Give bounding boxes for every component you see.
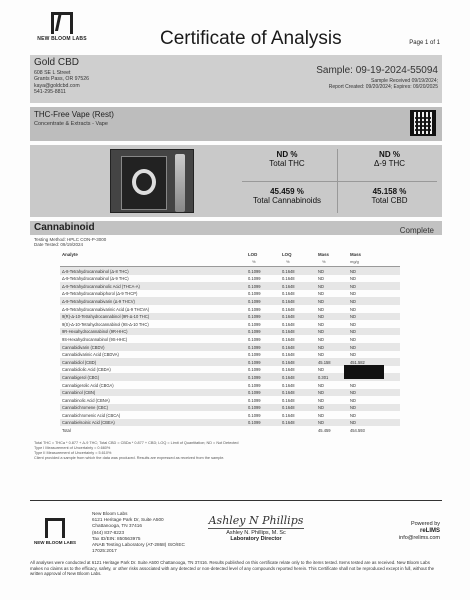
lod-value: 0.1099	[248, 412, 261, 418]
analyte-name: Cannabidiolic Acid (CBDA)	[62, 367, 111, 373]
analyte-name: Cannabidivarin (CBDV)	[62, 344, 105, 350]
footnote-uncertainty-2: Type II Measurement of Uncertainty = 5.610%	[34, 451, 112, 455]
footnote-definitions: Total THC = THCa * 0.877 + Δ-9 THC; Total CBD = CBDa * 0.877 + CBD; LOQ = Limit of Quantitation; ND = Not Detected	[34, 441, 239, 445]
loq-value: 0.1648	[282, 344, 295, 350]
mass-mg-value: ND	[350, 314, 356, 320]
sample-id: Sample: 09-19-2024-55094	[316, 65, 438, 76]
mass-pct-value: ND	[318, 344, 324, 350]
lod-value: 0.1099	[248, 306, 261, 312]
mass-pct-value: ND	[318, 329, 324, 335]
footer-divider	[30, 500, 442, 501]
col-lod-unit: %	[252, 259, 256, 264]
client-contact	[34, 70, 89, 96]
table-row	[60, 343, 400, 351]
lab-phone: (844) 837-8223	[92, 529, 125, 535]
loq-value: 0.1648	[282, 397, 295, 403]
client-address-2: Grants Pass, OR 97526	[34, 76, 90, 83]
mass-pct-value: ND	[318, 283, 324, 289]
mass-pct-value: ND	[318, 336, 324, 342]
redaction-mark	[344, 365, 384, 379]
analyte-name: 9S-Hexahydrocannabinol (9S-HHC)	[62, 336, 128, 342]
lab-logo-icon	[51, 12, 73, 34]
loq-value: 0.1648	[282, 374, 295, 380]
loq-value: 0.1648	[282, 367, 295, 373]
lod-value: 0.1099	[248, 359, 261, 365]
table-row	[60, 313, 400, 321]
table-row	[60, 389, 400, 397]
analyte-name: Δ-8-Tetrahydrocannabinol (Δ-8 THC)	[62, 268, 129, 274]
lod-value: 0.1099	[248, 314, 261, 320]
mass-mg-value: ND	[350, 420, 356, 426]
mass-mg-value: ND	[350, 268, 356, 274]
lod-value: 0.1099	[248, 344, 261, 350]
mass-pct-value: ND	[318, 306, 324, 312]
loq-value: 0.1648	[282, 329, 295, 335]
client-info-band	[30, 55, 442, 103]
d9-thc-cell	[342, 150, 437, 168]
table-row	[60, 381, 400, 389]
product-band	[30, 107, 442, 141]
total-cbd-value: 45.158 %	[372, 187, 407, 196]
total-thc-value: ND %	[276, 150, 298, 159]
mass-mg-value: ND	[350, 390, 356, 396]
footnote-sample: Client provided a sample from which the data was produced. Results are expressed as received from the sample.	[34, 456, 225, 460]
lod-value: 0.1099	[248, 420, 261, 426]
lod-value: 0.1099	[248, 397, 261, 403]
mass-mg-value: ND	[350, 344, 356, 350]
loq-value: 0.1648	[282, 314, 295, 320]
mass-mg-value: ND	[350, 298, 356, 304]
product-photo	[110, 149, 194, 213]
loq-value: 0.1648	[282, 291, 295, 297]
table-row	[60, 267, 400, 275]
lod-value: 0.1099	[248, 352, 261, 358]
lod-value: 0.1099	[248, 291, 261, 297]
table-row	[60, 411, 400, 419]
cannabinoid-header	[30, 221, 442, 235]
mass-pct-value: ND	[318, 268, 324, 274]
signature: Ashley N Phillips	[208, 514, 304, 527]
mass-mg-value: ND	[350, 291, 356, 297]
table-footnotes	[34, 441, 434, 461]
loq-value: 0.1648	[282, 405, 295, 411]
lab-logo-text: NEW BLOOM LABS	[37, 36, 87, 42]
product-name: THC-Free Vape (Rest)	[34, 110, 114, 119]
vape-pen-image	[175, 154, 185, 212]
mass-pct-value: ND	[318, 298, 324, 304]
lod-value: 0.1099	[248, 329, 261, 335]
mass-pct-value: ND	[318, 405, 324, 411]
analyte-name: Δ-9-Tetrahydrocannabinol (Δ-9 THC)	[62, 276, 129, 282]
lod-value: 0.1099	[248, 374, 261, 380]
mass-mg-value: ND	[350, 412, 356, 418]
analyte-name: Cannabigerol (CBG)	[62, 374, 100, 380]
lod-value: 0.1099	[248, 276, 261, 282]
total-cannabinoids-value: 45.459 %	[270, 187, 304, 196]
lod-value: 0.1099	[248, 321, 261, 327]
mass-mg-value: ND	[350, 306, 356, 312]
mass-pct-value: 0.301	[318, 374, 329, 380]
lod-value: 0.1099	[248, 367, 261, 373]
powered-by-email[interactable]: info@relims.com	[398, 535, 440, 541]
lab-address	[92, 511, 185, 554]
loq-value: 0.1648	[282, 276, 295, 282]
product-type: Concentrate & Extracts - Vape	[34, 121, 108, 127]
mass-pct-value: ND	[318, 321, 324, 327]
signer-role: Laboratory Director	[230, 536, 282, 542]
loq-value: 0.1648	[282, 298, 295, 304]
lod-value: 0.1099	[248, 268, 261, 274]
lod-value: 0.1099	[248, 405, 261, 411]
mass-pct-value: ND	[318, 382, 324, 388]
analyte-name: Cannabidiol (CBD)	[62, 359, 97, 365]
mass-pct-value: ND	[318, 352, 324, 358]
table-row	[60, 335, 400, 343]
mass-pct-value: ND	[318, 276, 324, 282]
mass-pct-value: ND	[318, 420, 324, 426]
mass-mg-value: ND	[350, 321, 356, 327]
lod-value: 0.1099	[248, 336, 261, 342]
table-row	[60, 290, 400, 298]
cannabinoid-status: Complete	[399, 226, 434, 235]
col-mass: Mass	[318, 252, 329, 257]
lab-ein: Tax ID/EIN: 850563975	[92, 535, 141, 541]
table-row	[60, 404, 400, 412]
loq-value: 0.1648	[282, 420, 295, 426]
mass-mg-value: ND	[350, 382, 356, 388]
analyte-name: Δ-9-Tetrahydrocannabiphorol (Δ-9 THCP)	[62, 291, 138, 297]
powered-by	[399, 521, 440, 542]
mass-mg-value: 451.582	[350, 359, 365, 365]
testing-method: Testing Method: HPLC CON-P-3000	[34, 237, 107, 242]
analyte-name: 9(R)-Δ-10-Tetrahydrocannabinol (9R-Δ-10 THC)	[62, 314, 150, 320]
loq-value: 0.1648	[282, 390, 295, 396]
footer-logo	[30, 518, 80, 545]
col-loq: LOQ	[282, 252, 292, 257]
mass-mg-value: ND	[350, 405, 356, 411]
mass-mg-value: ND	[350, 336, 356, 342]
analyte-name: Cannabielsoinic Acid (CBEA)	[62, 420, 115, 426]
analyte-name: 9R-Hexahydrocannabinol (9R-HHC)	[62, 329, 128, 335]
mass-mg-value: ND	[350, 276, 356, 282]
total-cbd-cell	[342, 187, 437, 205]
signer-name: Ashley N. Phillips, M. Sc	[226, 530, 286, 536]
col-loq-unit: %	[286, 259, 290, 264]
col-lod: LOD	[248, 252, 258, 257]
loq-value: 0.1648	[282, 321, 295, 327]
footer-logo-text: NEW BLOOM LABS	[34, 540, 76, 545]
table-row	[60, 305, 400, 313]
page-number: Page 1 of 1	[409, 40, 440, 46]
table-row	[60, 351, 400, 359]
loq-value: 0.1648	[282, 412, 295, 418]
mass-pct-value: 45.158	[318, 359, 331, 365]
loq-value: 0.1648	[282, 359, 295, 365]
total-cbd-label: Total CBD	[371, 196, 408, 205]
analyte-name: Total	[62, 428, 71, 434]
client-name: Gold CBD	[34, 57, 80, 68]
mass-mg-value: ND	[350, 283, 356, 289]
d9-thc-label: Δ-9 THC	[373, 159, 406, 168]
qr-code-icon[interactable]	[410, 110, 436, 136]
client-email: kaya@goldcbd.com	[34, 82, 80, 89]
table-row	[60, 328, 400, 336]
d9-thc-value: ND %	[379, 150, 400, 159]
analyte-name: Δ-9-Tetrahydrocannabivarin (Δ-9 THCV)	[62, 298, 135, 304]
mass-mg-value: ND	[350, 329, 356, 335]
lod-value: 0.1099	[248, 382, 261, 388]
mass-mg-value: 454.593	[350, 428, 365, 434]
mass-pct-value: ND	[318, 397, 324, 403]
mass-pct-value: ND	[318, 390, 324, 396]
lab-accreditation: ANAB Testing Laboratory (AT-2868) ISO/IEC	[92, 542, 185, 548]
client-address-1: 608 SE L Street	[34, 70, 71, 76]
loq-value: 0.1648	[282, 382, 295, 388]
loq-value: 0.1648	[282, 283, 295, 289]
loq-value: 0.1648	[282, 268, 295, 274]
disclaimer: All analyses were conducted at 6121 Heritage Park Dr. Suite A500 Chattanooga, TN 37416. Results published on this certificate relate only to the items tested. Items tested are as received. New Bloom Labs makes no claims as to the efficacy, safety, or other risks associated with any detected or non-detected level of any compounds reported herein. This Certificate shall not be reproduced except in full, without the written approval of New Bloom Labs.	[30, 560, 435, 577]
lab-address-1: 6121 Heritage Park Dr, Suite A500	[92, 517, 164, 523]
footer-logo-icon	[45, 518, 65, 538]
total-thc-label: Total THC	[269, 159, 305, 168]
date-tested: Date Tested: 09/19/2024	[34, 242, 83, 248]
lod-value: 0.1099	[248, 390, 261, 396]
cannabinoid-title: Cannabinoid	[34, 222, 95, 233]
mass-pct-value: ND	[318, 291, 324, 297]
document-title: Certificate of Analysis	[160, 28, 342, 49]
total-cannabinoids-cell	[242, 187, 332, 205]
lod-value: 0.1099	[248, 283, 261, 289]
signature-line	[208, 528, 304, 529]
lab-name: New Bloom Labs	[92, 511, 128, 516]
mass-pct-value: 45.459	[318, 428, 331, 434]
analyte-name: Cannabigerolic Acid (CBGA)	[62, 382, 114, 388]
lab-accreditation-2: 17025:2017	[92, 548, 117, 554]
client-phone: 541-295-8811	[34, 89, 66, 96]
footnote-uncertainty-1: Type I Measurement of Uncertainty = 0.660%	[34, 446, 111, 450]
table-row	[60, 297, 400, 305]
lab-logo	[32, 12, 92, 42]
analyte-name: Cannabidivarinic Acid (CBDVA)	[62, 352, 119, 358]
analyte-name: Δ-9-Tetrahydrocannabinolic Acid (THCA-A)	[62, 283, 140, 289]
sample-dates	[329, 78, 438, 90]
analyte-name: 9(S)-Δ-10-Tetrahydrocannabinol (9S-Δ-10 THC)	[62, 321, 149, 327]
product-box-image	[121, 156, 167, 210]
powered-by-name: reLIMS	[419, 528, 440, 534]
table-row	[60, 396, 400, 404]
signature-block	[206, 514, 306, 542]
col-analyte: Analyte	[62, 252, 78, 257]
lab-address-2: Chattanooga, TN 37416	[92, 523, 142, 529]
sample-received: Sample Received 09/19/2024;	[371, 78, 438, 84]
total-thc-cell	[242, 150, 332, 168]
powered-by-label: Powered by	[410, 521, 440, 527]
loq-value: 0.1648	[282, 306, 295, 312]
loq-value: 0.1648	[282, 336, 295, 342]
col-mass-mg-unit: mg/g	[350, 259, 359, 264]
analyte-name: Cannabinolic Acid (CBNA)	[62, 397, 110, 403]
total-cannabinoids-label: Total Cannabinoids	[252, 196, 322, 205]
cannabinoid-method	[34, 237, 106, 248]
analyte-name: Cannabinol (CBN)	[62, 390, 96, 396]
table-row	[60, 282, 400, 290]
analyte-name: Δ-9-Tetrahydrocannabivarinic Acid (Δ-9 THCVA)	[62, 306, 150, 312]
analyte-name: Cannabichromene (CBC)	[62, 405, 108, 411]
col-mass-mg: Mass	[350, 252, 361, 257]
table-body	[60, 267, 400, 434]
col-mass-unit: %	[322, 259, 326, 264]
table-row	[60, 426, 400, 434]
lod-value: 0.1099	[248, 298, 261, 304]
mass-mg-value: ND	[350, 352, 356, 358]
table-row	[60, 419, 400, 427]
table-row	[60, 275, 400, 283]
summary-divider	[242, 181, 437, 182]
summary-band	[30, 145, 442, 217]
loq-value: 0.1648	[282, 352, 295, 358]
analyte-name: Cannabichromenic Acid (CBCA)	[62, 412, 121, 418]
table-row	[60, 320, 400, 328]
mass-mg-value: ND	[350, 397, 356, 403]
mass-pct-value: ND	[318, 367, 324, 373]
report-created: Report Created: 09/20/2024; Expires: 09/20/2025	[328, 84, 438, 90]
cannabinoid-table	[60, 249, 400, 434]
mass-pct-value: ND	[318, 314, 324, 320]
mass-pct-value: ND	[318, 412, 324, 418]
table-header	[60, 249, 400, 267]
